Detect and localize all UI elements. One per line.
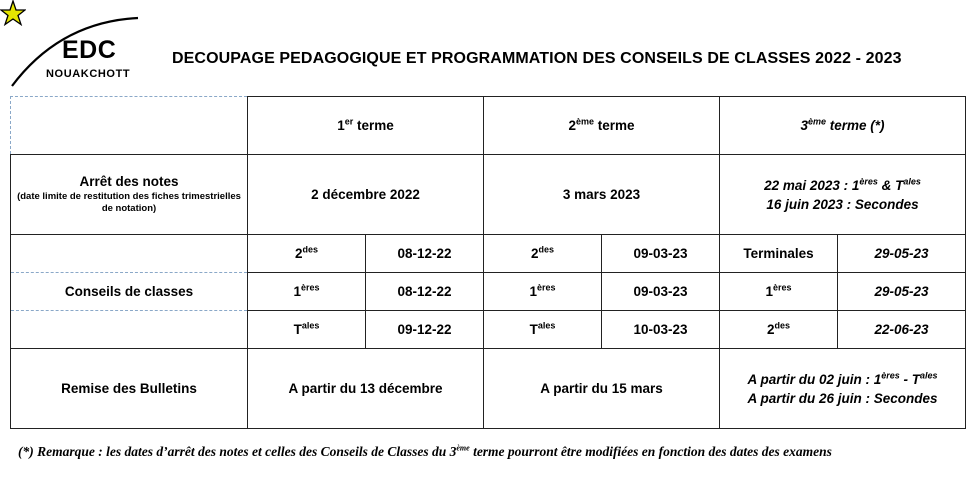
header-row [11, 97, 966, 155]
bulletins-label: Remise des Bulletins [11, 349, 248, 429]
conseil-t3-level: 1ères [720, 273, 838, 311]
conseil-t1-date: 08-12-22 [366, 273, 484, 311]
logo-name: EDC [62, 36, 117, 64]
footnote-mark: (*) [18, 444, 34, 459]
arret-label: Arrêt des notes [79, 174, 179, 189]
conseil-t3-date: 22-06-23 [838, 311, 966, 349]
conseil-row [11, 273, 966, 311]
document-title: DECOUPAGE PEDAGOGIQUE ET PROGRAMMATION DES CONSEILS DE CLASSES 2022 - 2023 [172, 50, 902, 67]
conseil-t1-level: 1ères [248, 273, 366, 311]
logo-city: NOUAKCHOTT [46, 68, 131, 80]
conseil-t2-level: $2^{des}$ [484, 235, 602, 273]
conseil-label-spacer [11, 311, 248, 349]
conseil-row [11, 235, 966, 273]
conseil-t3-date: 29-05-23 [838, 235, 966, 273]
conseil-t2-date: 09-03-23 [602, 235, 720, 273]
arret-term-3: 22 mai 2023 : 1ères & $T^{ales}$ 16 juin 2023 : Secondes [720, 155, 966, 235]
arret-label-cell [11, 155, 248, 235]
edc-logo [0, 0, 170, 90]
conseil-t3-level: Terminales [720, 235, 838, 273]
bulletins-term-1: A partir du 13 décembre [248, 349, 484, 429]
conseil-t2-level: 1ères [484, 273, 602, 311]
conseil-label: Conseils de classes [11, 273, 248, 311]
conseil-t1-date: 08-12-22 [366, 235, 484, 273]
term-2-header: 2ème terme [484, 97, 720, 155]
arret-sublabel: (date limite de restitution des fiches trimestrielles de notation) [17, 191, 241, 214]
conseil-t1-level: $2^{des}$ [248, 235, 366, 273]
conseil-t1-date: 09-12-22 [366, 311, 484, 349]
arret-term-1: 2 décembre 2022 [248, 155, 484, 235]
star-icon [0, 0, 26, 26]
conseil-t3-level: $2^{des}$ [720, 311, 838, 349]
conseil-t2-level: $T^{ales}$ [484, 311, 602, 349]
term-3-header: 3ème terme (*) [720, 97, 966, 155]
corner-cell [11, 97, 248, 155]
conseil-t2-date: 10-03-23 [602, 311, 720, 349]
bulletins-row [11, 349, 966, 429]
schedule-table [10, 96, 966, 429]
bulletins-term-3: A partir du 02 juin : $1ères - T^{ales}$ A partir du 26 juin : Secondes [720, 349, 966, 429]
arret-row [11, 155, 966, 235]
conseil-t3-date: 29-05-23 [838, 273, 966, 311]
conseil-label-spacer [11, 235, 248, 273]
conseil-row [11, 311, 966, 349]
footnote: (*) Remarque : les dates d’arrêt des notes et celles des Conseils de Classes du 3ème terme pourront être modifiées en fonction des dates des examens [18, 443, 832, 459]
conseil-t2-date: 09-03-23 [602, 273, 720, 311]
term-1-header: 1er terme [248, 97, 484, 155]
conseil-t1-level: $T^{ales}$ [248, 311, 366, 349]
arret-term-2: 3 mars 2023 [484, 155, 720, 235]
bulletins-term-2: A partir du 15 mars [484, 349, 720, 429]
